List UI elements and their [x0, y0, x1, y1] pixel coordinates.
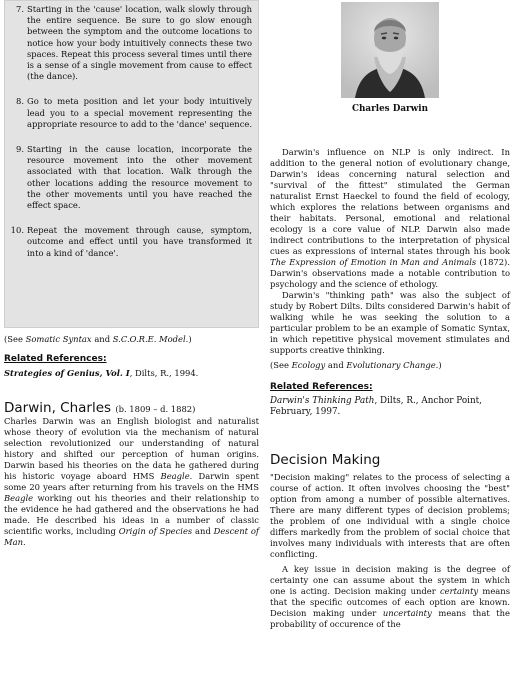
see-also-right — [270, 360, 510, 371]
entry-name: Darwin, Charles — [4, 400, 112, 416]
procedure-steps-box — [4, 0, 259, 328]
thinking-path-paragraph: Darwin's "thinking path" was also the subject of study by Robert Dilts. Dilts considered Darwin's habit of walking while he was seeking the solution to a particular problem to be an example of Somatic Syntax, in which repetitive physical movement stimulates and supports creative thinking. — [270, 290, 510, 355]
decision-paragraph: "Decision making" relates to the process of selecting a course of action. It often involves choosing the "best" option from among a number of possible alternatives. There are many different types of decision problems; the problem of one individual with a single choice differs markedly from the problem of social choice that involves many individuals with interests that are often conflicting. — [270, 472, 510, 559]
related-references-heading — [4, 354, 259, 364]
ship-name: Beagle — [4, 493, 34, 503]
step-number: 9. — [16, 144, 24, 155]
emphasis: certainty — [439, 586, 479, 596]
step-number: 7. — [16, 4, 24, 14]
entry-dates: (b. 1809 – d. 1882) — [115, 404, 196, 414]
see-and: and — [325, 360, 347, 370]
step-item — [9, 225, 252, 259]
see-term[interactable]: Somatic Syntax — [25, 334, 92, 344]
portrait-figure — [270, 0, 510, 114]
step-number: 8. — [16, 96, 24, 107]
see-term[interactable]: Evolutionary Change. — [346, 360, 439, 370]
step-item — [9, 144, 252, 211]
see-prefix: (See — [4, 334, 26, 344]
decision-paragraph — [270, 564, 510, 630]
portrait-caption: Charles Darwin — [352, 104, 428, 114]
related-reference — [4, 368, 259, 379]
see-term[interactable]: S.C.O.R.E. Model. — [112, 334, 189, 344]
reference-title[interactable]: Darwin's Thinking Path — [270, 396, 375, 406]
reference-title[interactable]: Strategies of Genius, Vol. I — [4, 368, 130, 378]
decision-making-text — [270, 472, 510, 630]
bio-text: . — [22, 537, 26, 547]
bio-text: working out his theories and their relationship to the evidence he had gathered and the observations he had made. He described his ideas in a number of classic scientific works, including — [4, 493, 259, 536]
step-item — [9, 96, 252, 130]
darwin-biography — [4, 416, 259, 548]
left-column — [4, 0, 259, 548]
step-number: 10. — [10, 225, 24, 236]
see-suffix: ) — [438, 360, 442, 370]
reference-details: , Dilts, R., Anchor Point, February, 1997. — [270, 396, 482, 417]
emphasis: uncertainty — [382, 608, 432, 618]
step-text: Repeat the movement through cause, symptom, outcome and effect until you have transformed it into a kind of 'dance'. — [27, 225, 252, 258]
see-term[interactable]: Ecology — [291, 360, 326, 370]
body-text: Darwin's influence on NLP is only indirect. In addition to the general notion of evolutionary change, Darwin's ideas concerning natural selection and "survival of the fittest" stimulated the German naturalist Ernst Haeckel to found the field of ecology, which explores the relations between organisms and their habitats. Personal, emotional and relational ecology is a core value of NLP. Darwin also made indirect contributions to the interpretation of physical cues as expressions of internal states through his book — [270, 147, 510, 256]
ship-name: Beagle — [160, 471, 190, 481]
book-title: The Expression of Emotion in Man and Animals — [270, 257, 477, 267]
bio-text: and — [192, 526, 214, 536]
body-text: (1872). Darwin's observations made a notable contribution to psychology and the science of ethology. — [270, 257, 510, 289]
entry-title-decision-making: Decision Making — [270, 452, 381, 468]
right-column — [270, 0, 510, 630]
see-and: and — [91, 334, 113, 344]
reference-details: , Dilts, R., 1994. — [129, 368, 199, 378]
entry-title-darwin — [4, 400, 259, 416]
related-reference — [270, 396, 510, 418]
step-text: Go to meta position and let your body intuitively lead you to a special movement representing the appropriate resource to add to the 'dance' sequence. — [27, 96, 253, 129]
body-text: means that the specific outcomes of each option are known. Decision making under — [270, 586, 510, 618]
body-text: A key issue in decision making is the degree of certainty one can assume about the system in which one is acting. Decision making under — [270, 564, 510, 596]
darwin-influence-text — [270, 147, 510, 371]
related-heading-text: Related References: — [4, 354, 107, 364]
step-item — [9, 4, 252, 82]
body-text: means that the probability of occurence of the — [270, 608, 510, 629]
step-text: Starting in the 'cause' location, walk slowly through the entire sequence. Be sure to go slow enough between the symptom and the outcome locations to notice how your body intuitively connects these two spaces. Repeat this process several times until there is a sense of a single movement from cause to effect (the dance). — [27, 4, 252, 82]
work-title: Descent of Man — [4, 526, 259, 547]
work-title: Origin of Species — [118, 526, 193, 536]
see-also-left — [4, 334, 259, 345]
step-text: Starting in the cause location, incorporate the resource movement into the other movement associated with that location. Walk through the other locations adding the resource movement to the other movements until you have reached the effect space. — [27, 144, 252, 211]
bio-text: Charles Darwin was an English biologist and naturalist whose theory of evolution via the mechanism of natural selection revolutionized our understanding of natural history and shifted our perception of human origins. Darwin based his theories on the data he gathered during his historic voyage aboard HMS — [4, 416, 259, 481]
related-heading-text: Related References: — [270, 382, 373, 392]
bio-text: . Darwin spent some 20 years after returning from his travels on the HMS — [4, 471, 259, 492]
see-prefix: (See — [270, 360, 292, 370]
darwin-portrait-image — [341, 2, 439, 98]
see-suffix: ) — [188, 334, 192, 344]
related-references-heading — [270, 382, 510, 392]
